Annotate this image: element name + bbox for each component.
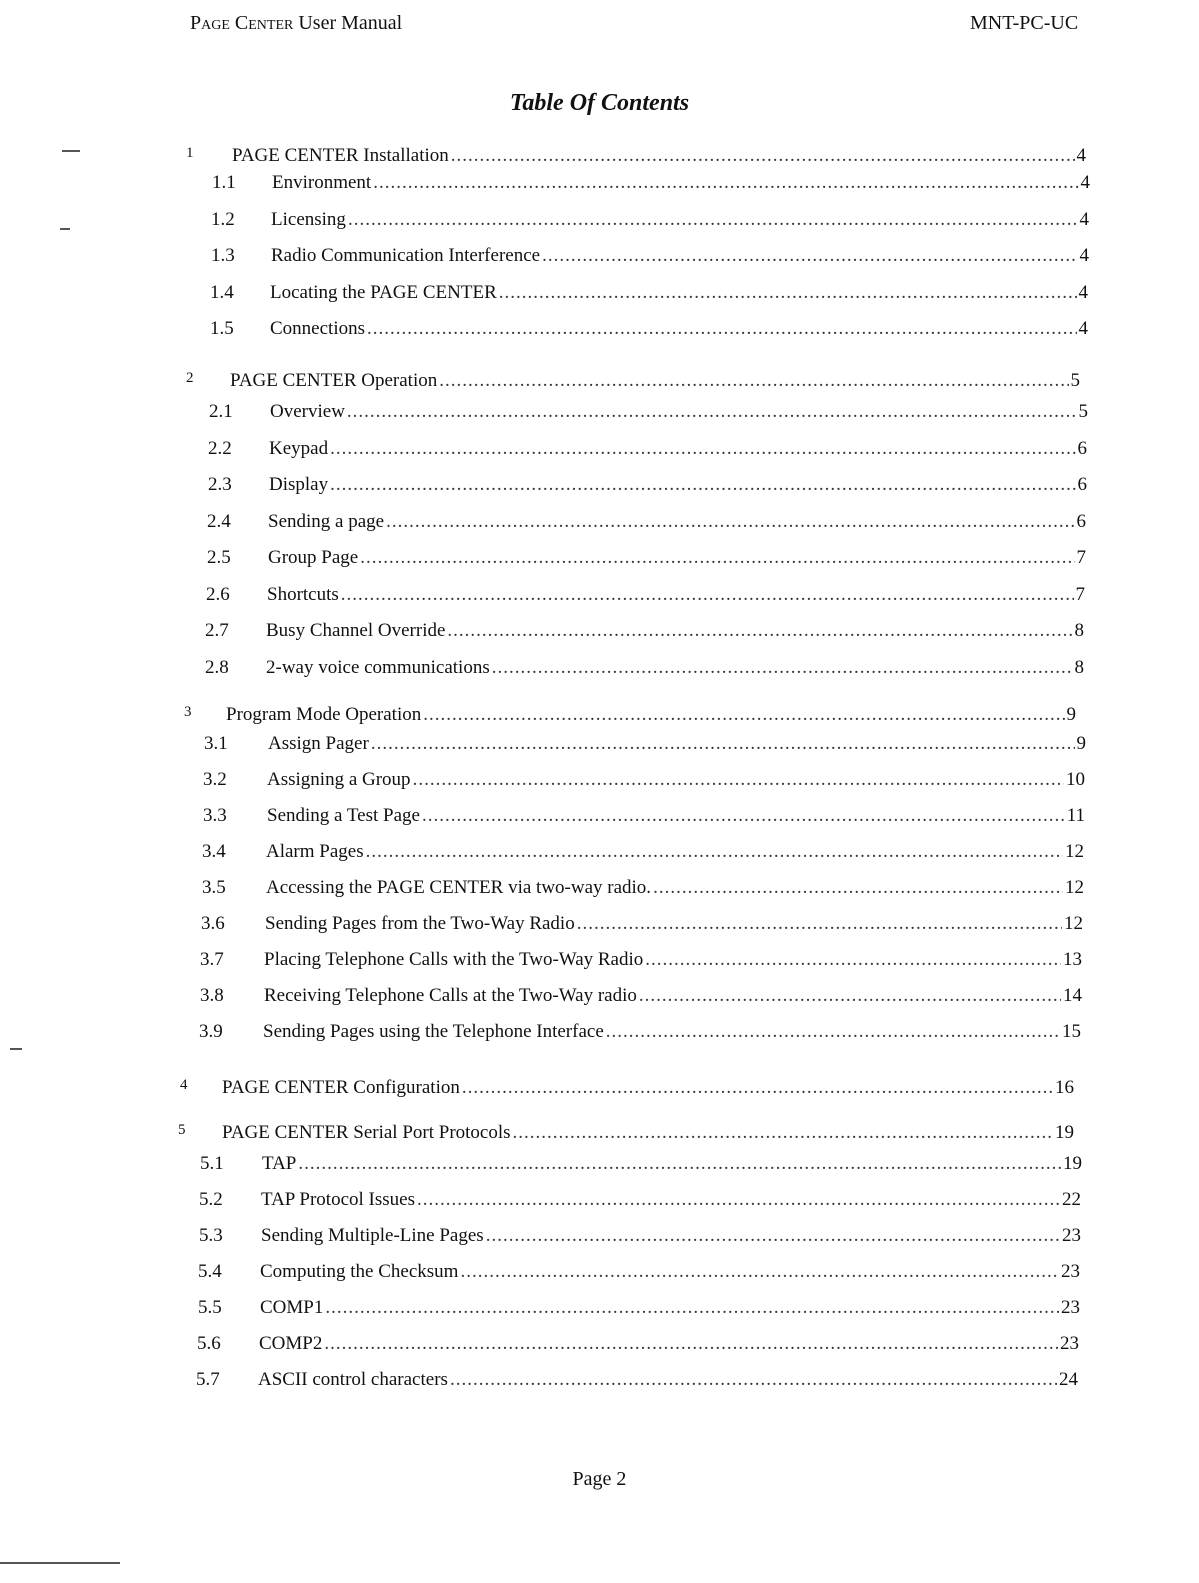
toc-item-page: 12: [1065, 841, 1084, 862]
toc-item[interactable]: [261, 1189, 1081, 1211]
toc-section-number-cell: [186, 145, 194, 162]
toc-item-label: [261, 1189, 415, 1211]
toc-item-label: [270, 282, 497, 304]
toc-item-page: 13: [1063, 949, 1082, 970]
toc-item-label: [268, 511, 384, 533]
toc-item-text: Receiving Telephone Calls at the Two-Way radio: [264, 985, 637, 1006]
toc-item[interactable]: [272, 172, 1090, 194]
toc-item-number: 1.3: [211, 245, 235, 266]
toc-item-text: Accessing the: [266, 877, 377, 898]
toc-section-number: 4: [180, 1077, 188, 1093]
toc-item[interactable]: [268, 733, 1086, 755]
leader-dots: [450, 1369, 1057, 1391]
leader-dots: [341, 584, 1074, 606]
toc-section-label: [222, 1122, 511, 1144]
toc-item-text: Assigning a Group: [267, 769, 411, 790]
toc-section[interactable]: [222, 1077, 1074, 1099]
toc-section-page: 16: [1055, 1077, 1074, 1098]
toc-section-brand: PAGE CENTER: [222, 1122, 349, 1143]
toc-item-label: [267, 769, 411, 791]
toc-item-number-cell: [211, 245, 235, 267]
leader-dots: [386, 511, 1074, 533]
toc-item-page: 4: [1079, 209, 1089, 230]
toc-item[interactable]: [271, 245, 1089, 267]
toc-item[interactable]: [262, 1153, 1082, 1175]
toc-item-number-cell: [207, 511, 231, 533]
toc-item-text: TAP: [262, 1153, 297, 1174]
toc-section-text: Configuration: [348, 1077, 460, 1098]
toc-item-label: [263, 1021, 604, 1043]
toc-section-brand: PAGE CENTER: [232, 145, 359, 166]
toc-item-text: Display: [269, 474, 329, 495]
scan-margin-mark: [0, 1562, 120, 1564]
toc-item-number: 3.4: [202, 841, 226, 862]
toc-item-label: [266, 657, 490, 679]
toc-item-number: 1.4: [210, 282, 234, 303]
toc-item[interactable]: [267, 805, 1085, 827]
toc-item-page: 8: [1074, 620, 1084, 641]
toc-item[interactable]: [265, 913, 1083, 935]
toc-item-page: 14: [1063, 985, 1082, 1006]
toc-item[interactable]: [269, 474, 1087, 496]
leader-dots: [499, 282, 1077, 304]
toc-item-label: [264, 985, 637, 1007]
toc-item-page: 6: [1076, 511, 1086, 532]
toc-item[interactable]: [267, 584, 1085, 606]
toc-item-number-cell: [204, 733, 228, 755]
toc-item-text: COMP2: [259, 1333, 323, 1354]
toc-item[interactable]: [261, 1225, 1081, 1247]
toc-item-text: Busy Channel Override: [266, 620, 446, 641]
leader-dots: [653, 877, 1063, 899]
toc-item-text: Locating the: [270, 282, 371, 303]
toc-item-number-cell: [205, 620, 229, 642]
leader-dots: [324, 1333, 1058, 1355]
leader-dots: [298, 1153, 1061, 1175]
toc-item-number-cell: [196, 1369, 220, 1391]
toc-item-number: 2.5: [207, 547, 231, 568]
leader-dots: [367, 318, 1077, 340]
toc-item-number-cell: [198, 1297, 222, 1319]
toc-section-page: 5: [1070, 370, 1080, 391]
toc-item-text: Radio Communication Interference: [271, 245, 541, 266]
leader-dots: [639, 985, 1061, 1007]
toc-item-number-cell: [197, 1333, 221, 1355]
toc-section[interactable]: [226, 704, 1076, 726]
toc-item-number-cell: [202, 841, 226, 863]
toc-section[interactable]: [232, 145, 1086, 167]
toc-item-text: Sending Multiple-Line Pages: [261, 1225, 484, 1246]
toc-item[interactable]: [268, 547, 1086, 569]
toc-item-page: 23: [1060, 1333, 1079, 1354]
running-header-doc-id: MNT-PC-UC: [970, 12, 1079, 34]
toc-item-number: 2.3: [208, 474, 232, 495]
toc-section-number: 5: [178, 1122, 186, 1138]
toc-item-page: 23: [1061, 1261, 1080, 1282]
toc-section-number-cell: [186, 370, 194, 387]
toc-section-page: 9: [1066, 704, 1076, 725]
toc-section-number: 1: [186, 145, 194, 161]
leader-dots: [325, 1297, 1059, 1319]
toc-item-label: [272, 172, 371, 194]
toc-item-page: 8: [1074, 657, 1084, 678]
toc-item[interactable]: [270, 282, 1088, 304]
toc-section-number-cell: [184, 704, 192, 721]
toc-item-label: [264, 949, 643, 971]
toc-item-label: [260, 1297, 323, 1319]
toc-section-number: 2: [186, 370, 194, 386]
toc-item-page: 4: [1078, 318, 1088, 339]
toc-item-number-cell: [203, 805, 227, 827]
leader-dots: [492, 657, 1073, 679]
leader-dots: [439, 370, 1068, 392]
toc-item[interactable]: [260, 1261, 1080, 1283]
leader-dots: [451, 145, 1075, 167]
leader-dots: [577, 913, 1062, 935]
toc-section-text: Program Mode Operation: [226, 704, 422, 725]
toc-section-label: [230, 370, 437, 392]
toc-item-label: [267, 584, 339, 606]
toc-item[interactable]: [264, 985, 1082, 1007]
toc-item-label: [270, 318, 365, 340]
toc-item[interactable]: [270, 318, 1088, 340]
toc-item-label: [268, 733, 369, 755]
toc-item[interactable]: [266, 657, 1084, 679]
leader-dots: [413, 769, 1064, 791]
toc-item-number: 3.9: [199, 1021, 223, 1042]
toc-item-number: 2.7: [205, 620, 229, 641]
toc-item-number: 2.2: [208, 438, 232, 459]
toc-item-text: Assign Pager: [268, 733, 369, 754]
toc-item-label: [270, 401, 345, 423]
toc-item-page: 6: [1077, 438, 1087, 459]
toc-section[interactable]: [222, 1122, 1074, 1144]
toc-item-number: 2.8: [205, 657, 229, 678]
toc-title: Table Of Contents: [509, 90, 690, 116]
toc-item-number-cell: [198, 1261, 222, 1283]
toc-item-number-cell: [208, 438, 232, 460]
toc-section-label: [222, 1077, 460, 1099]
leader-dots: [606, 1021, 1060, 1043]
toc-section-brand: PAGE CENTER: [222, 1077, 349, 1098]
toc-item-label: [266, 620, 445, 642]
toc-item-page: 4: [1078, 282, 1088, 303]
leader-dots: [371, 733, 1075, 755]
toc-item-text: TAP Protocol Issues: [261, 1189, 415, 1210]
toc-item[interactable]: [266, 620, 1084, 642]
leader-dots: [460, 1261, 1059, 1283]
toc-section-page: 4: [1076, 145, 1086, 166]
toc-item-number: 5.5: [198, 1297, 222, 1318]
toc-item-label: [259, 1333, 322, 1355]
leader-dots: [330, 474, 1075, 496]
toc-item-number-cell: [199, 1225, 223, 1247]
toc-item-number: 1.1: [212, 172, 236, 193]
scan-margin-mark: [10, 1048, 22, 1050]
toc-item-label: [261, 1225, 484, 1247]
scan-margin-mark: [60, 228, 70, 230]
leader-dots: [462, 1077, 1053, 1099]
toc-item-text: Connections: [270, 318, 365, 339]
leader-dots: [542, 245, 1077, 267]
toc-item[interactable]: [266, 841, 1084, 863]
toc-item-number-cell: [199, 1021, 223, 1043]
toc-item-page: 6: [1077, 474, 1087, 495]
toc-item-number-cell: [208, 474, 232, 496]
page-number: Page 2: [572, 1468, 627, 1490]
toc-item[interactable]: [268, 511, 1086, 533]
toc-item-page: 22: [1062, 1189, 1081, 1210]
leader-dots: [513, 1122, 1053, 1144]
toc-item[interactable]: [263, 1021, 1081, 1043]
toc-item-page: 23: [1062, 1225, 1081, 1246]
toc-item-number-cell: [202, 877, 226, 899]
toc-item-text: Sending a page: [268, 511, 385, 532]
toc-item-number: 3.5: [202, 877, 226, 898]
toc-item-text: Computing the Checksum: [260, 1261, 459, 1282]
toc-item-page: 12: [1064, 913, 1083, 934]
leader-dots: [360, 547, 1074, 569]
toc-item-text: Sending a Test Page: [267, 805, 420, 826]
toc-item-page: 15: [1062, 1021, 1081, 1042]
toc-item-number-cell: [212, 172, 236, 194]
toc-item-number: 5.3: [199, 1225, 223, 1246]
toc-section-brand: PAGE CENTER: [230, 370, 357, 391]
toc-item-text: Overview: [270, 401, 345, 422]
toc-item-brand: PAGE CENTER: [376, 877, 504, 898]
toc-item-number: 2.1: [209, 401, 233, 422]
scan-margin-mark: [62, 150, 80, 152]
toc-item[interactable]: [259, 1333, 1079, 1355]
toc-item-number: 5.4: [198, 1261, 222, 1282]
toc-item-page: 19: [1063, 1153, 1082, 1174]
toc-item-number: 5.1: [200, 1153, 224, 1174]
toc-item-number-cell: [203, 769, 227, 791]
toc-item-number: 3.1: [204, 733, 228, 754]
toc-item-number: 3.8: [200, 985, 224, 1006]
toc-item-number-cell: [206, 584, 230, 606]
toc-item-page: 4: [1080, 172, 1090, 193]
toc-item[interactable]: [260, 1297, 1080, 1319]
toc-item-page: 23: [1061, 1297, 1080, 1318]
toc-item-label: [265, 913, 575, 935]
toc-item-text: COMP1: [260, 1297, 324, 1318]
toc-item-label: [260, 1261, 458, 1283]
toc-item-text: Alarm Pages: [266, 841, 364, 862]
toc-item-page: 11: [1066, 805, 1085, 826]
leader-dots: [366, 841, 1063, 863]
toc-item-text: Licensing: [271, 209, 346, 230]
toc-section[interactable]: [230, 370, 1080, 392]
leader-dots: [447, 620, 1072, 642]
toc-item[interactable]: [270, 401, 1088, 423]
leader-dots: [486, 1225, 1060, 1247]
toc-item-page: 4: [1079, 245, 1089, 266]
toc-item-page: 9: [1076, 733, 1086, 754]
toc-item-page: 7: [1076, 547, 1086, 568]
toc-item[interactable]: [258, 1369, 1078, 1391]
leader-dots: [422, 805, 1065, 827]
toc-item-text: Keypad: [269, 438, 329, 459]
toc-item-number: 5.2: [199, 1189, 223, 1210]
toc-item-page: 12: [1065, 877, 1084, 898]
toc-item-text: Environment: [272, 172, 372, 193]
toc-item-number: 2.6: [206, 584, 230, 605]
leader-dots: [645, 949, 1061, 971]
toc-item-number-cell: [200, 949, 224, 971]
toc-item-text: ASCII control characters: [258, 1369, 448, 1390]
leader-dots: [347, 401, 1077, 423]
toc-item-number-cell: [199, 1189, 223, 1211]
toc-item-text: Shortcuts: [267, 584, 339, 605]
toc-item-text-after: via two-way radio.: [503, 877, 652, 898]
toc-item[interactable]: [271, 209, 1089, 231]
toc-section-text: Installation: [358, 145, 449, 166]
toc-item-label: [271, 209, 346, 231]
leader-dots: [348, 209, 1078, 231]
toc-item-label: [267, 805, 420, 827]
toc-item-number-cell: [210, 282, 234, 304]
toc-section-page: 19: [1055, 1122, 1074, 1143]
toc-item-number: 5.7: [196, 1369, 220, 1390]
toc-item-number: 1.2: [211, 209, 235, 230]
toc-item-label: [269, 438, 328, 460]
toc-item[interactable]: [266, 877, 1084, 899]
toc-section-label: [232, 145, 449, 167]
toc-item-label: [266, 877, 651, 899]
toc-item-number: 3.3: [203, 805, 227, 826]
toc-item-number-cell: [200, 985, 224, 1007]
toc-item[interactable]: [264, 949, 1082, 971]
header-brand: Page Center: [190, 12, 294, 34]
toc-item-label: [266, 841, 364, 863]
toc-item-text: Sending Pages using the Telephone Interface: [263, 1021, 604, 1042]
leader-dots: [417, 1189, 1060, 1211]
leader-dots: [330, 438, 1075, 460]
toc-item[interactable]: [267, 769, 1085, 791]
toc-item-number-cell: [201, 913, 225, 935]
toc-section-label: [226, 704, 421, 726]
leader-dots: [423, 704, 1064, 726]
toc-item-number-cell: [209, 401, 233, 423]
toc-item-label: [269, 474, 328, 496]
toc-section-number: 3: [184, 704, 192, 720]
toc-section-text: Serial Port Protocols: [348, 1122, 511, 1143]
toc-item-page: 10: [1066, 769, 1085, 790]
leader-dots: [373, 172, 1078, 194]
toc-item-page: 7: [1075, 584, 1085, 605]
toc-item-label: [271, 245, 540, 267]
toc-item-number-cell: [200, 1153, 224, 1175]
toc-item-page: 24: [1059, 1369, 1078, 1390]
toc-section-number-cell: [178, 1122, 186, 1139]
toc-item-text: Placing Telephone Calls with the Two-Way Radio: [264, 949, 644, 970]
toc-item-brand: PAGE CENTER: [370, 282, 497, 303]
toc-item-number-cell: [205, 657, 229, 679]
toc-item-number: 2.4: [207, 511, 231, 532]
header-title-rest: User Manual: [293, 12, 403, 34]
toc-item-label: [262, 1153, 296, 1175]
toc-item-number: 3.2: [203, 769, 227, 790]
toc-item-number: 3.6: [201, 913, 225, 934]
toc-section-text: Operation: [356, 370, 438, 391]
toc-item-page: 5: [1078, 401, 1088, 422]
toc-item-number-cell: [210, 318, 234, 340]
toc-item-number: 3.7: [200, 949, 224, 970]
toc-item-label: [258, 1369, 448, 1391]
toc-item-number-cell: [211, 209, 235, 231]
toc-item-number: 1.5: [210, 318, 234, 339]
toc-section-number-cell: [180, 1077, 188, 1094]
toc-item[interactable]: [269, 438, 1087, 460]
toc-item-text: 2-way voice communications: [266, 657, 490, 678]
toc-item-label: [268, 547, 358, 569]
toc-item-number-cell: [207, 547, 231, 569]
toc-item-text: Sending Pages from the Two-Way Radio: [265, 913, 575, 934]
toc-item-number: 5.6: [197, 1333, 221, 1354]
toc-item-text: Group Page: [268, 547, 359, 568]
